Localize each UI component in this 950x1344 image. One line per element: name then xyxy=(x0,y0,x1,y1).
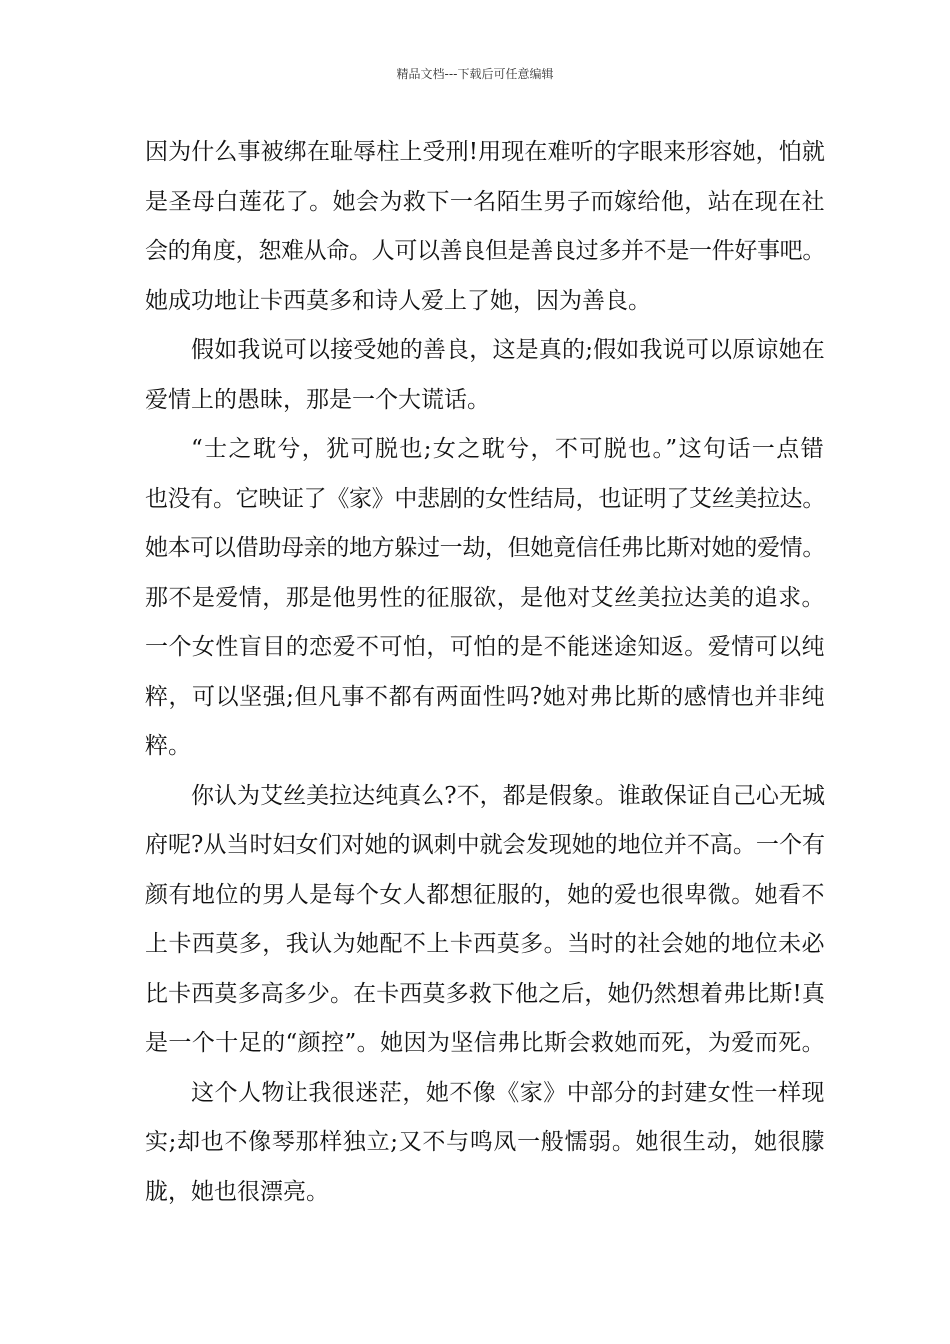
text-line: 那不是爱情，那是他男性的征服欲，是他对艾丝美拉达美的追求。 xyxy=(145,584,825,611)
text-line: 你认为艾丝美拉达纯真么?不，都是假象。谁敢保证自己心无城 xyxy=(191,782,825,809)
text-line: 实;却也不像琴那样独立;又不与鸣凤一般懦弱。她很生动，她很朦 xyxy=(145,1129,825,1155)
text-line: 她本可以借助母亲的地方躲过一劫，但她竟信任弗比斯对她的爱情。 xyxy=(145,535,826,561)
text-line: 府呢?从当时妇女们对她的讽刺中就会发现她的地位并不高。一个有 xyxy=(145,832,825,858)
text-line: 上卡西莫多，我认为她配不上卡西莫多。当时的社会她的地位未必 xyxy=(145,931,825,957)
text-line: 她成功地让卡西莫多和诗人爱上了她，因为善良。 xyxy=(145,287,651,314)
text-line: 会的角度，恕难从命。人可以善良但是善良过多并不是一件好事吧。 xyxy=(145,238,826,264)
text-line: 粹，可以坚强;但凡事不都有两面性吗?她对弗比斯的感情也并非纯 xyxy=(145,683,825,710)
text-line: 是圣母白莲花了。她会为救下一名陌生男子而嫁给他，站在现在社 xyxy=(145,188,825,215)
text-line: 也没有。它映证了《家》中悲剧的女性结局，也证明了艾丝美拉达。 xyxy=(145,485,826,512)
text-line: 颜有地位的男人是每个女人都想征服的，她的爱也很卑微。她看不 xyxy=(145,881,825,908)
text-line: “士之耽兮，犹可脱也;女之耽兮，不可脱也。”这句话一点错 xyxy=(191,436,825,462)
text-line: 粹。 xyxy=(145,733,191,759)
text-line: 这个人物让我很迷茫，她不像《家》中部分的封建女性一样现 xyxy=(191,1079,825,1106)
text-line: 一个女性盲目的恋爱不可怕，可怕的是不能迷途知返。爱情可以纯 xyxy=(145,634,825,660)
text-line: 因为什么事被绑在耻辱柱上受刑!用现在难听的字眼来形容她，怕就 xyxy=(145,139,825,165)
text-line: 是一个十足的“颜控”。她因为坚信弗比斯会救她而死，为爱而死。 xyxy=(145,1030,825,1056)
text-line: 假如我说可以接受她的善良，这是真的;假如我说可以原谅她在 xyxy=(191,337,825,363)
text-line: 爱情上的愚昧，那是一个大谎话。 xyxy=(145,386,490,413)
document-body xyxy=(145,128,825,1217)
text-line: 胧，她也很漂亮。 xyxy=(145,1178,329,1205)
text-line: 比卡西莫多高多少。在卡西莫多救下他之后，她仍然想着弗比斯!真 xyxy=(145,980,825,1007)
page-header: 精品文档---下载后可任意编辑 xyxy=(396,67,554,81)
